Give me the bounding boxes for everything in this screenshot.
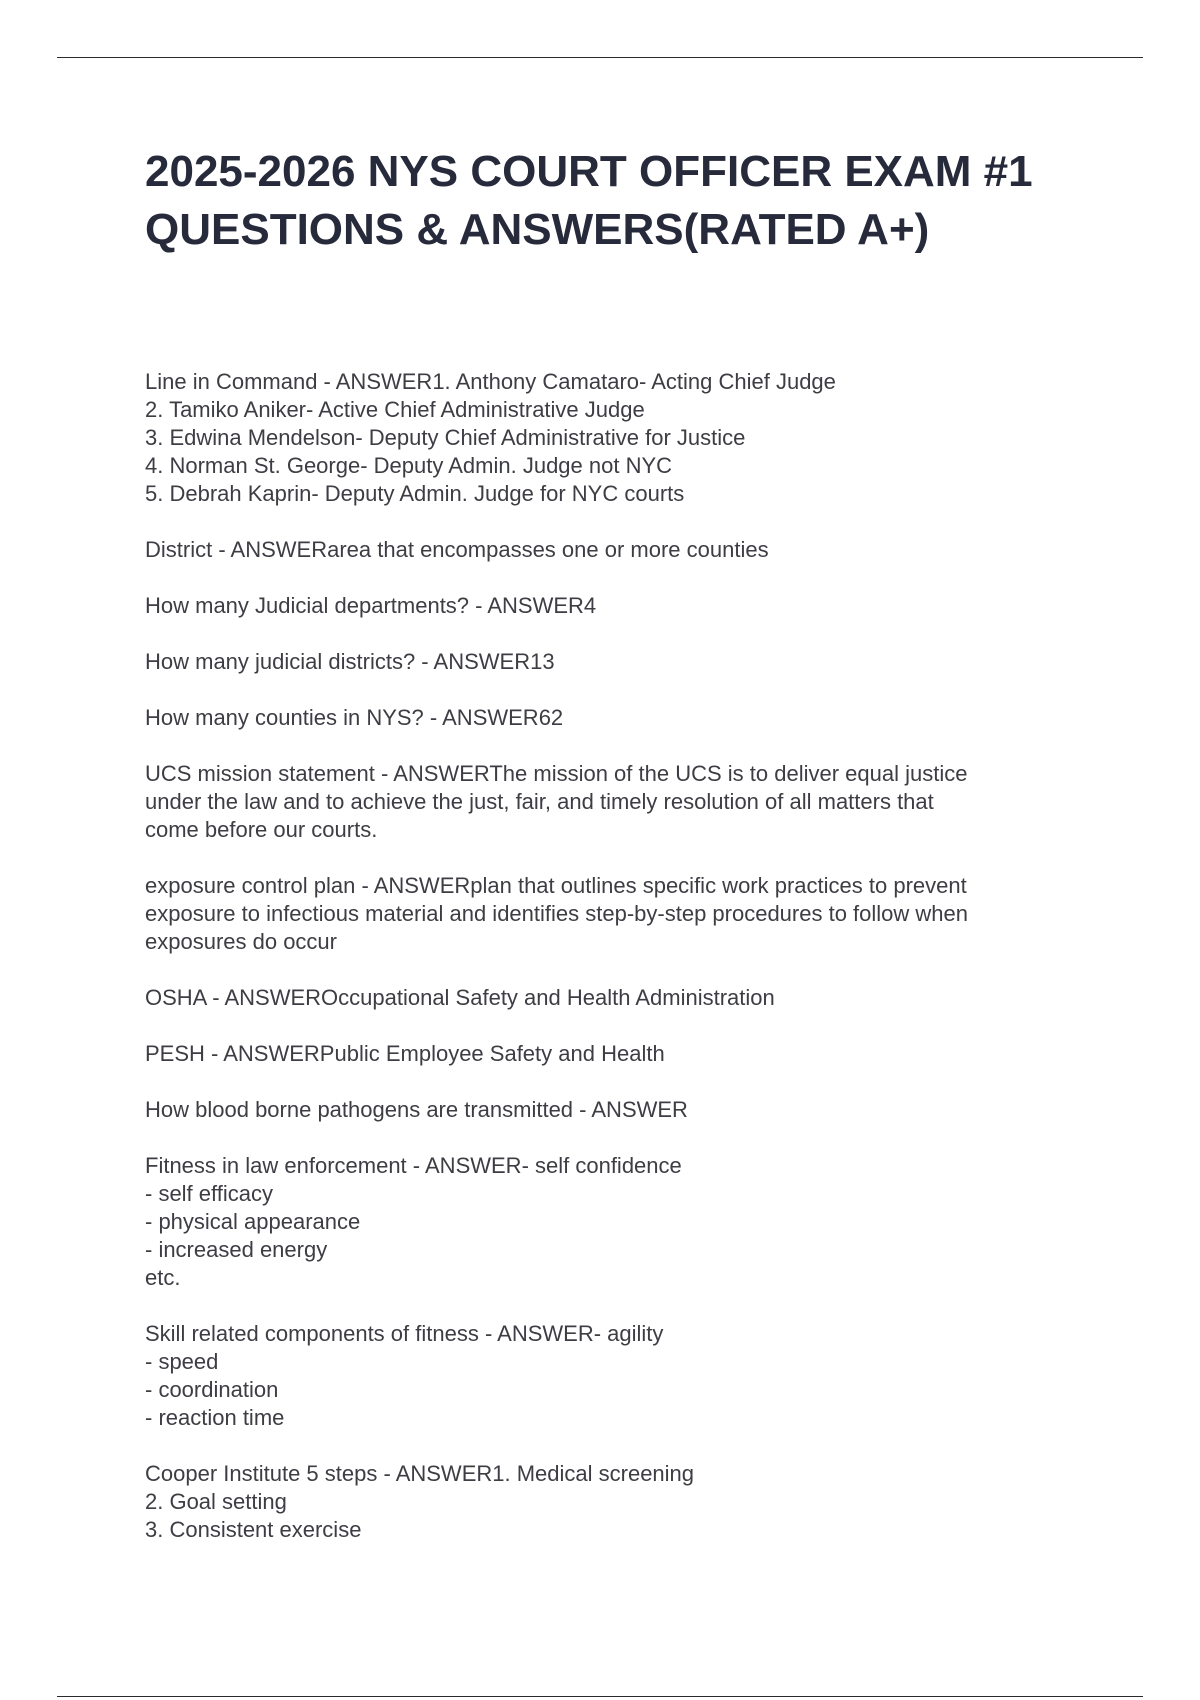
qa-question-line: exposure control plan - ANSWERplan that outlines specific work practices to prevent xyxy=(145,873,967,898)
qa-entry xyxy=(145,760,1075,844)
qa-entry xyxy=(145,1040,1075,1068)
qa-answer-line: etc. xyxy=(145,1265,181,1290)
qa-answer-line: under the law and to achieve the just, fair, and timely resolution of all matters that xyxy=(145,789,934,814)
qa-answer-line: exposures do occur xyxy=(145,929,337,954)
qa-question-line: How many judicial districts? - ANSWER13 xyxy=(145,649,555,674)
document-title: 2025-2026 NYS COURT OFFICER EXAM #1 QUESTIONS & ANSWERS(RATED A+) xyxy=(145,147,1033,254)
qa-question-line: How many Judicial departments? - ANSWER4 xyxy=(145,593,597,618)
qa-question-line: How many counties in NYS? - ANSWER62 xyxy=(145,705,564,730)
qa-question-line: OSHA - ANSWEROccupational Safety and Health Administration xyxy=(145,985,775,1010)
qa-entry xyxy=(145,1460,1075,1544)
qa-answer-line: 5. Debrah Kaprin- Deputy Admin. Judge for NYC courts xyxy=(145,481,685,506)
qa-entry xyxy=(145,1096,1075,1124)
qa-entry xyxy=(145,704,1075,732)
qa-question-line: PESH - ANSWERPublic Employee Safety and Health xyxy=(145,1041,665,1066)
qa-entry xyxy=(145,984,1075,1012)
qa-question-line: Line in Command - ANSWER1. Anthony Camataro- Acting Chief Judge xyxy=(145,369,836,394)
qa-entry xyxy=(145,368,1075,508)
qa-answer-line: - increased energy xyxy=(145,1237,328,1262)
qa-answer-line: 2. Goal setting xyxy=(145,1489,287,1514)
qa-answer-line: - speed xyxy=(145,1349,219,1374)
qa-entry xyxy=(145,592,1075,620)
qa-answer-line: 2. Tamiko Aniker- Active Chief Administrative Judge xyxy=(145,397,645,422)
qa-answer-line: - self efficacy xyxy=(145,1181,273,1206)
qa-question-line: Skill related components of fitness - ANSWER- agility xyxy=(145,1321,664,1346)
qa-question-line: How blood borne pathogens are transmitted - ANSWER xyxy=(145,1097,688,1122)
qa-entry xyxy=(145,872,1075,956)
qa-question-line: UCS mission statement - ANSWERThe mission of the UCS is to deliver equal justice xyxy=(145,761,968,786)
qa-entry xyxy=(145,536,1075,564)
top-divider xyxy=(57,57,1143,58)
qa-answer-line: - coordination xyxy=(145,1377,279,1402)
qa-entry xyxy=(145,1320,1075,1432)
qa-answer-line: - physical appearance xyxy=(145,1209,361,1234)
qa-list xyxy=(145,368,1075,1572)
qa-entry xyxy=(145,1152,1075,1292)
qa-entry xyxy=(145,648,1075,676)
qa-answer-line: 3. Edwina Mendelson- Deputy Chief Administrative for Justice xyxy=(145,425,746,450)
qa-answer-line: exposure to infectious material and identifies step-by-step procedures to follow when xyxy=(145,901,969,926)
qa-answer-line: 4. Norman St. George- Deputy Admin. Judge not NYC xyxy=(145,453,673,478)
qa-answer-line: - reaction time xyxy=(145,1405,285,1430)
qa-question-line: Fitness in law enforcement - ANSWER- self confidence xyxy=(145,1153,682,1178)
qa-answer-line: come before our courts. xyxy=(145,817,378,842)
qa-question-line: Cooper Institute 5 steps - ANSWER1. Medical screening xyxy=(145,1461,695,1486)
bottom-divider xyxy=(57,1696,1143,1697)
qa-answer-line: 3. Consistent exercise xyxy=(145,1517,362,1542)
qa-question-line: District - ANSWERarea that encompasses one or more counties xyxy=(145,537,769,562)
